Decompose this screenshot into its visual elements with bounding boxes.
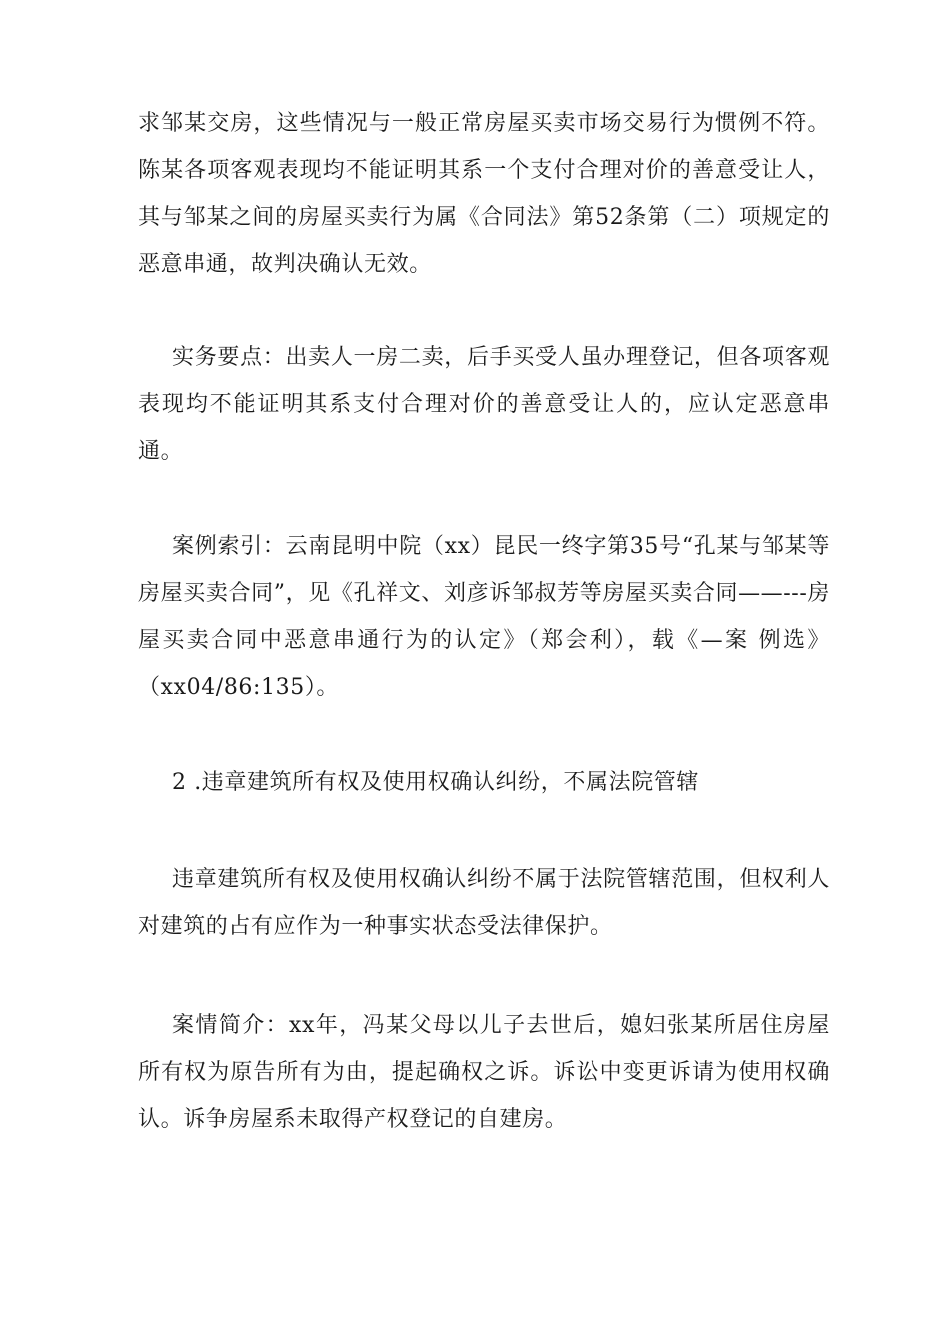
section-heading: 2 .违章建筑所有权及使用权确认纠纷，不属法院管辖 (172, 770, 699, 795)
paragraph-summary: 违章建筑所有权及使用权确认纠纷不属于法院管辖范围，但权利人对建筑的占有应作为一种事实状态受法律保护。 (138, 867, 830, 939)
document-page (138, 100, 830, 1143)
paragraph-practice-points: 实务要点：出卖人一房二卖，后手买受人虽办理登记，但各项客观表现均不能证明其系支付合理对价的善意受让人的，应认定恶意串通。 (138, 345, 830, 464)
paragraph-case-brief: 案情简介：xx年，冯某父母以儿子去世后，媳妇张某所居住房屋所有权为原告所有为由，提起确权之诉。诉讼中变更诉请为使用权确认。诉争房屋系未取得产权登记的自建房。 (138, 1013, 830, 1132)
paragraph-case-index: 案例索引：云南昆明中院（xx）昆民一终字第35号“孔某与邹某等房屋买卖合同”，见《孔祥文、刘彦诉邹叔芳等房屋买卖合同——---房屋买卖合同中恶意串通行为的认定》（郑会利），载《—案 例选》（xx04/86:135）。 (138, 534, 830, 700)
paragraph-continuation: 求邹某交房，这些情况与一般正常房屋买卖市场交易行为惯例不符。陈某各项客观表现均不能证明其系一个支付合理对价的善意受让人，其与邹某之间的房屋买卖行为属《合同法》第52条第（二）项规定的恶意串通，故判决确认无效。 (138, 111, 830, 277)
